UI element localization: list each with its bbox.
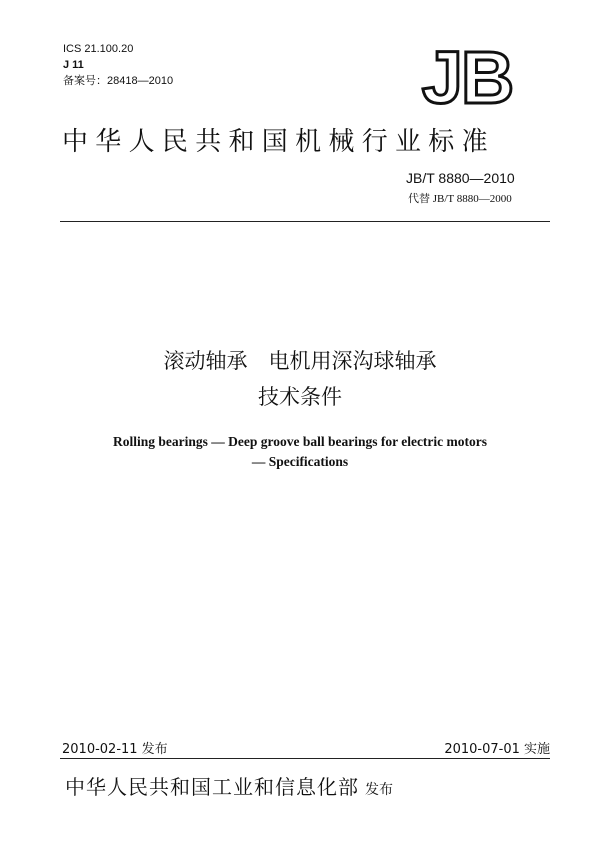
ics-code: ICS 21.100.20 xyxy=(63,43,134,55)
logo-text: JB xyxy=(421,40,513,110)
filing-number: 备案号：28418—2010 xyxy=(63,75,174,87)
issuer-suffix: 发布 xyxy=(365,782,393,798)
ccs-code: J 11 xyxy=(63,59,84,71)
issuer xyxy=(65,771,393,800)
title-cn-line2: 技术条件 xyxy=(258,385,342,409)
implementation-date: 2010-07-01 实施 xyxy=(444,742,550,757)
issue-date: 2010-02-11 发布 xyxy=(62,742,168,757)
title-en-line1: Rolling bearings — Deep groove ball bearings for electric motors xyxy=(112,434,488,449)
bottom-divider xyxy=(60,758,550,759)
standard-number: JB/T 8880—2010 xyxy=(406,170,515,186)
title-en-line2: — Specifications xyxy=(251,454,349,469)
top-divider xyxy=(60,221,550,222)
replaces-standard: 代替 JB/T 8880—2000 xyxy=(408,193,512,205)
org-title: 中华人民共和国机械行业标准 xyxy=(62,127,495,157)
issuer-name: 中华人民共和国工业和信息化部 xyxy=(65,775,359,799)
title-cn-line1: 滚动轴承 电机用深沟球轴承 xyxy=(163,349,437,373)
jb-logo xyxy=(408,40,526,110)
